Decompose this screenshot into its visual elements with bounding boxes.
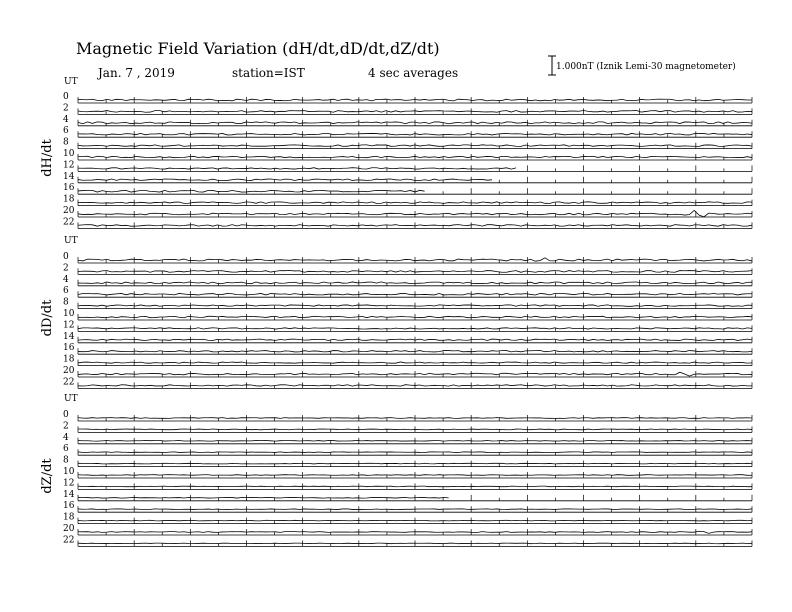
- panel-dd-rows: [63, 252, 752, 388]
- trace-row: [63, 343, 752, 354]
- panel-dh: [40, 77, 752, 228]
- trace-row: [63, 103, 752, 114]
- hour-label: 22: [63, 377, 75, 388]
- trace-row: [63, 332, 752, 343]
- trace-row: [63, 433, 752, 444]
- trace-row: [63, 524, 752, 535]
- panel-dz-ylabel: dZ/dt: [40, 458, 55, 494]
- trace-row: [63, 478, 752, 489]
- hour-label: 0: [63, 252, 69, 262]
- trace-row: [63, 444, 752, 455]
- station-label: station=IST: [232, 66, 305, 80]
- hour-label: 4: [63, 114, 69, 125]
- trace-row: [63, 115, 752, 126]
- trace-row: [63, 513, 752, 524]
- hour-label: 8: [63, 455, 69, 466]
- trace-row: [63, 490, 752, 501]
- hour-label: 12: [63, 160, 75, 171]
- hour-label: 14: [63, 489, 75, 500]
- panel-dh-ut-label: UT: [64, 77, 78, 87]
- trace-row: [63, 217, 752, 228]
- variation-trace: [78, 509, 752, 510]
- variation-trace: [78, 520, 752, 521]
- variation-trace: [78, 429, 752, 430]
- averaging-label: 4 sec averages: [368, 66, 459, 80]
- trace-row: [63, 252, 752, 263]
- hour-label: 10: [63, 149, 75, 159]
- panel-dd-ylabel: dD/dt: [40, 299, 55, 337]
- trace-row: [63, 535, 752, 546]
- hour-label: 2: [63, 421, 69, 432]
- trace-row: [63, 138, 752, 149]
- trace-row: [63, 320, 752, 331]
- variation-trace: [78, 463, 752, 464]
- hour-label: 18: [63, 354, 75, 365]
- hour-label: 6: [63, 444, 69, 455]
- hour-label: 22: [63, 535, 75, 546]
- panel-dz-ut-label: UT: [64, 394, 78, 404]
- variation-trace: [78, 497, 449, 498]
- trace-row: [63, 467, 752, 478]
- hour-label: 22: [63, 217, 75, 228]
- hour-label: 0: [63, 410, 69, 420]
- trace-row: [63, 355, 752, 366]
- variation-trace: [78, 475, 752, 476]
- variation-trace: [78, 440, 752, 441]
- hour-label: 20: [63, 524, 75, 534]
- trace-row: [63, 92, 752, 103]
- trace-row: [63, 456, 752, 467]
- hour-label: 16: [63, 501, 75, 512]
- trace-row: [63, 160, 752, 171]
- trace-row: [63, 286, 752, 297]
- hour-label: 2: [63, 263, 69, 274]
- variation-trace: [78, 168, 516, 169]
- hour-label: 4: [63, 432, 69, 443]
- hour-label: 6: [63, 126, 69, 137]
- variation-trace: [78, 452, 752, 453]
- hour-label: 10: [63, 309, 75, 319]
- trace-row: [63, 206, 752, 217]
- panel-dh-ylabel: dH/dt: [40, 139, 55, 177]
- hour-label: 18: [63, 512, 75, 523]
- hour-label: 16: [63, 343, 75, 354]
- hour-label: 14: [63, 171, 75, 182]
- trace-row: [63, 195, 752, 206]
- hour-label: 8: [63, 297, 69, 308]
- hour-label: 20: [63, 366, 75, 376]
- trace-row: [63, 172, 752, 183]
- variation-trace: [78, 486, 752, 487]
- panel-dz-rows: [63, 410, 752, 546]
- trace-row: [63, 149, 752, 160]
- scale-bar: [548, 56, 736, 75]
- panel-dd-ut-label: UT: [64, 236, 78, 246]
- variation-trace: [78, 190, 425, 192]
- hour-label: 12: [63, 478, 75, 489]
- panel-dz: [40, 394, 752, 546]
- hour-label: 0: [63, 92, 69, 102]
- hour-label: 16: [63, 183, 75, 194]
- trace-row: [63, 263, 752, 274]
- variation-trace: [78, 543, 752, 544]
- date-label: Jan. 7 , 2019: [98, 66, 175, 80]
- trace-row: [63, 377, 752, 388]
- variation-trace: [78, 418, 752, 419]
- hour-label: 6: [63, 286, 69, 297]
- trace-row: [63, 366, 752, 377]
- trace-row: [63, 298, 752, 309]
- trace-row: [63, 421, 752, 432]
- chart-title: Magnetic Field Variation (dH/dt,dD/dt,dZ/dt): [76, 39, 440, 58]
- panel-dd: [40, 236, 752, 388]
- panel-dh-rows: [63, 92, 752, 228]
- trace-row: [63, 309, 752, 320]
- variation-trace: [78, 179, 492, 181]
- hour-label: 20: [63, 206, 75, 216]
- scale-bar-label: 1.000nT (Iznik Lemi-30 magnetometer): [556, 62, 736, 72]
- trace-row: [63, 501, 752, 512]
- hour-label: 18: [63, 194, 75, 205]
- hour-label: 4: [63, 274, 69, 285]
- hour-label: 8: [63, 137, 69, 148]
- hour-label: 10: [63, 467, 75, 477]
- hour-label: 14: [63, 331, 75, 342]
- trace-row: [63, 183, 752, 194]
- trace-row: [63, 410, 752, 421]
- hour-label: 2: [63, 103, 69, 114]
- trace-row: [63, 275, 752, 286]
- trace-row: [63, 126, 752, 137]
- hour-label: 12: [63, 320, 75, 331]
